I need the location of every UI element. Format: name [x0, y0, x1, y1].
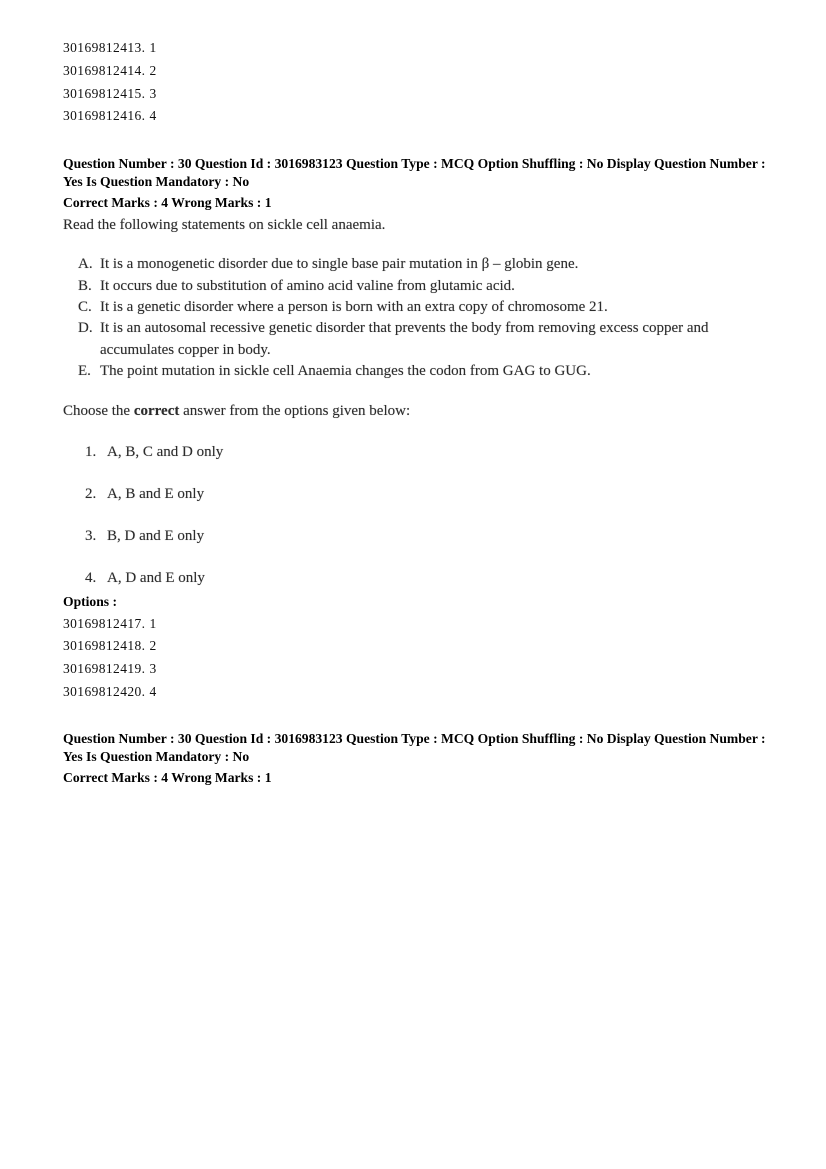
choose-suffix: answer from the options given below: — [179, 402, 411, 419]
option-id-row — [63, 60, 768, 83]
answer-number: 4. — [85, 569, 97, 586]
statement-c — [78, 297, 768, 318]
option-value: 1 — [149, 40, 157, 55]
answer-text: A, B, C and D only — [107, 443, 224, 460]
statement-text: It is an autosomal recessive genetic disorder that prevents the body from removing excess copper and accumulates copper in body. — [100, 320, 709, 358]
option-id-row — [63, 613, 768, 636]
question-meta-line: Question Number : 30 Question Id : 3016983123 Question Type : MCQ Option Shuffling : No Display Question Number : Yes Is Question Mandatory : No — [63, 730, 766, 764]
option-id-row — [63, 37, 768, 60]
question-body — [63, 215, 768, 588]
choose-bold-word: correct — [133, 402, 180, 419]
statement-a — [78, 254, 768, 275]
option-id-row — [63, 105, 768, 128]
statement-label: E. — [78, 363, 91, 380]
answer-number: 1. — [85, 443, 97, 460]
option-value: 4 — [149, 108, 157, 124]
question-meta-line: Question Number : 30 Question Id : 3016983123 Question Type : MCQ Option Shuffling : No Display Question Number : Yes Is Question Mandatory : No — [63, 156, 766, 190]
statement-list — [78, 254, 768, 382]
statement-e — [78, 361, 768, 382]
answer-text: A, D and E only — [107, 569, 205, 586]
question-30-block — [63, 155, 768, 704]
option-id: 30169812420. — [63, 684, 146, 700]
option-id: 30169812419. — [63, 661, 146, 677]
question-option-ids — [63, 613, 768, 704]
question-intro: Read the following statements on sickle cell anaemia. — [63, 217, 386, 234]
options-label: Options : — [63, 593, 118, 609]
option-value: 4 — [149, 684, 157, 700]
option-value: 3 — [149, 661, 157, 677]
answer-option-3 — [85, 526, 768, 547]
statement-label: B. — [78, 277, 92, 294]
option-value: 3 — [149, 85, 157, 101]
option-id-row — [63, 83, 768, 106]
answer-option-list — [85, 442, 768, 589]
statement-d — [78, 318, 768, 361]
option-id-row — [63, 635, 768, 658]
answer-number: 2. — [85, 485, 97, 502]
statement-text: The point mutation in sickle cell Anaemia changes the codon from GAG to GUG. — [100, 363, 591, 380]
option-id: 30169812414. — [63, 62, 146, 78]
statement-label: D. — [78, 320, 93, 337]
option-id-row — [63, 658, 768, 681]
option-id: 30169812417. — [63, 615, 146, 631]
answer-number: 3. — [85, 527, 97, 544]
statement-b — [78, 276, 768, 297]
option-id: 30169812413. — [63, 40, 146, 55]
option-id: 30169812418. — [63, 638, 146, 654]
option-id-row — [63, 681, 768, 704]
answer-option-1 — [85, 442, 768, 463]
answer-text: B, D and E only — [107, 527, 205, 544]
statement-label: C. — [78, 299, 92, 315]
statement-text: It is a genetic disorder where a person is born with an extra copy of chromosome 21. — [100, 299, 608, 315]
statement-label: A. — [78, 256, 93, 273]
choose-prefix: Choose the — [63, 402, 134, 419]
option-id: 30169812415. — [63, 85, 146, 101]
choose-answer-prompt — [63, 401, 768, 422]
next-question-meta-block — [63, 730, 768, 787]
answer-text: A, B and E only — [107, 485, 205, 502]
statement-text: It occurs due to substitution of amino acid valine from glutamic acid. — [100, 277, 515, 294]
question-marks-line: Correct Marks : 4 Wrong Marks : 1 — [63, 195, 272, 211]
option-value: 2 — [149, 62, 157, 78]
option-value: 1 — [149, 615, 157, 631]
option-id: 30169812416. — [63, 108, 146, 124]
previous-question-option-ids — [63, 37, 768, 128]
statement-text: It is a monogenetic disorder due to single base pair mutation in β – globin gene. — [100, 256, 579, 273]
option-value: 2 — [149, 638, 157, 654]
answer-option-4 — [85, 568, 768, 589]
answer-option-2 — [85, 484, 768, 505]
question-marks-line: Correct Marks : 4 Wrong Marks : 1 — [63, 769, 272, 785]
